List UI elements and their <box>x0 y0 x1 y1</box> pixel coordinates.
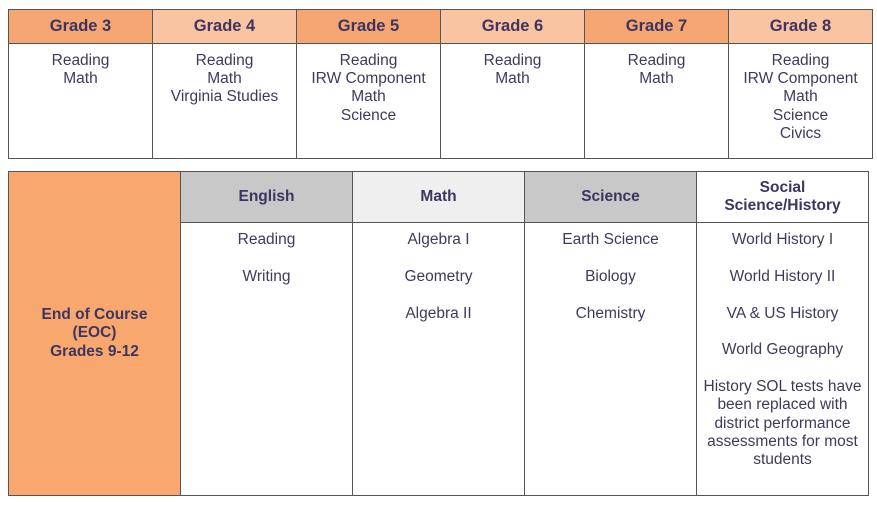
subject-label: Science <box>340 106 397 124</box>
eoc-test-item: Geometry <box>404 267 473 285</box>
eoc-test-item: World Geography <box>721 341 844 359</box>
eoc-side-label-line: Grades 9-12 <box>50 342 139 360</box>
eoc-subject-header <box>697 172 869 223</box>
subject-label: IRW Component <box>311 70 426 88</box>
eoc-test-item: Earth Science <box>562 231 659 248</box>
subject-label: Reading <box>51 52 110 69</box>
eoc-tests-cell <box>525 223 697 496</box>
eoc-test-item: Writing <box>242 267 291 285</box>
eoc-side-label <box>9 172 181 496</box>
eoc-subject-header <box>353 172 525 223</box>
eoc-test-item: World History I <box>731 231 834 248</box>
eoc-tests-cell <box>353 223 525 496</box>
eoc-test-item: Biology <box>585 267 636 285</box>
eoc-subject-header <box>525 172 697 223</box>
grade-subjects-cell <box>153 44 297 159</box>
grade-level-tests-table <box>8 9 873 159</box>
eoc-tests-cell <box>181 223 353 496</box>
eoc-test-item: Reading <box>237 231 296 248</box>
subject-label: Reading <box>339 52 398 69</box>
grade-subjects-cell <box>585 44 729 159</box>
subject-label: Reading <box>771 52 830 69</box>
grade-subjects-cell <box>729 44 873 159</box>
grade-subjects-cell <box>9 44 153 159</box>
eoc-test-item: Chemistry <box>575 304 646 322</box>
eoc-subject-header <box>181 172 353 223</box>
subject-label: Math <box>351 88 386 106</box>
subject-label: Reading <box>195 52 254 69</box>
eoc-test-item: World History II <box>729 267 836 285</box>
end-of-course-table <box>8 171 869 496</box>
grade-header: Grade 8 <box>729 10 873 44</box>
eoc-side-label-line: End of Course <box>41 305 148 323</box>
grade-header-row <box>9 10 873 44</box>
subject-label: Math <box>783 88 818 106</box>
subject-label: IRW Component <box>743 70 858 88</box>
grade-header: Grade 3 <box>9 10 153 44</box>
grade-header: Grade 4 <box>153 10 297 44</box>
grade-subjects-row <box>9 44 873 159</box>
eoc-header-line: Math <box>420 187 457 205</box>
eoc-header-row <box>9 172 869 223</box>
eoc-header-line: Social <box>759 178 806 196</box>
eoc-test-item: History SOL tests have been replaced with district performance assessments for most students <box>703 378 862 469</box>
subject-label: Math <box>495 70 530 88</box>
grade-header: Grade 5 <box>297 10 441 44</box>
eoc-side-label-line: (EOC) <box>72 324 117 342</box>
grade-header: Grade 6 <box>441 10 585 44</box>
subject-label: Reading <box>483 52 542 69</box>
grade-subjects-cell <box>441 44 585 159</box>
eoc-test-item: Algebra II <box>405 304 472 322</box>
subject-label: Math <box>639 70 674 88</box>
eoc-test-item: VA & US History <box>726 304 839 322</box>
eoc-test-item: Algebra I <box>407 231 470 248</box>
eoc-tests-cell <box>697 223 869 496</box>
eoc-header-line: Science <box>581 187 640 205</box>
subject-label: Virginia Studies <box>170 88 279 106</box>
eoc-header-line: English <box>238 187 295 205</box>
grade-header: Grade 7 <box>585 10 729 44</box>
subject-label: Math <box>207 70 242 88</box>
subject-label: Math <box>63 70 98 88</box>
subject-label: Civics <box>779 124 822 142</box>
subject-label: Science <box>772 106 829 124</box>
eoc-header-line: Science/History <box>724 197 841 214</box>
grade-subjects-cell <box>297 44 441 159</box>
subject-label: Reading <box>627 52 686 69</box>
